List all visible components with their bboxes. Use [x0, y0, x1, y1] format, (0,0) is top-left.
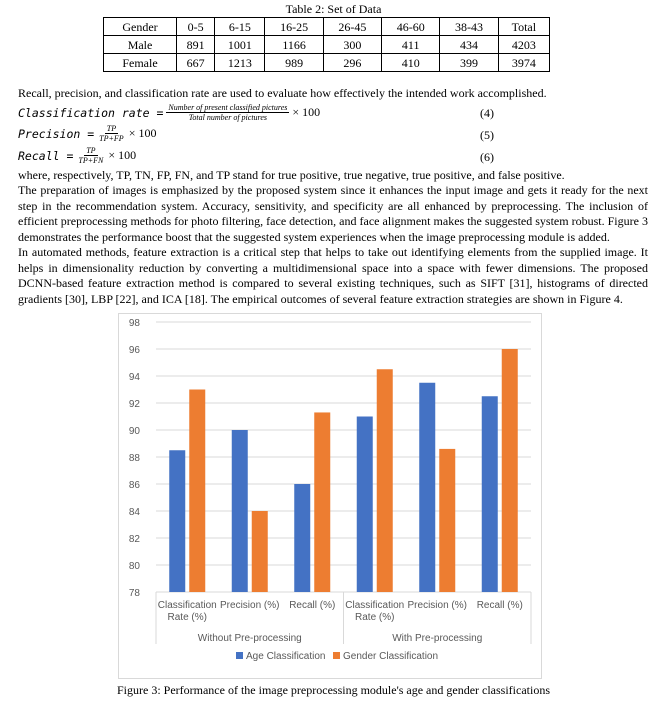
- equation-tail: × 100: [292, 105, 321, 119]
- table-cell: 1001: [215, 36, 265, 54]
- table-header-cell: 46-60: [382, 18, 440, 36]
- equation-denominator: Total number of pictures: [188, 113, 268, 122]
- bar-age-classification: [482, 396, 498, 592]
- bar-age-classification: [232, 430, 248, 592]
- legend-swatch: [333, 652, 340, 659]
- table-cell: Female: [104, 54, 177, 72]
- table-header-row: [104, 18, 550, 36]
- table-header-cell: 26-45: [323, 18, 381, 36]
- bar-age-classification: [294, 484, 310, 592]
- legend-swatch: [236, 652, 243, 659]
- table-cell: 410: [382, 54, 440, 72]
- table-header-cell: 38-43: [440, 18, 498, 36]
- y-tick-label: 84: [128, 507, 140, 518]
- table-header-cell: 16-25: [265, 18, 323, 36]
- table-cell: 296: [323, 54, 381, 72]
- table-cell: 667: [177, 54, 215, 72]
- table-cell: 411: [382, 36, 440, 54]
- equation-numerator: TP: [86, 146, 96, 155]
- equation-tail: × 100: [128, 126, 157, 140]
- x-tick-label: Classification: [157, 600, 217, 611]
- table-cell: 3974: [498, 54, 549, 72]
- table-row: [104, 54, 550, 72]
- bar-chart: [119, 314, 541, 678]
- x-tick-label: Precision (%): [407, 600, 467, 611]
- bar-gender-classification: [189, 390, 205, 593]
- table-caption: Table 2: Set of Data: [285, 2, 382, 16]
- group-label: With Pre-processing: [392, 633, 483, 644]
- equation-fraction: [166, 103, 289, 122]
- table-header-cell: Total: [498, 18, 549, 36]
- data-table: [103, 17, 550, 72]
- table-cell: 434: [440, 36, 498, 54]
- equation-number: (4): [480, 106, 494, 120]
- figure-chart: [118, 313, 542, 679]
- equation-number: (6): [480, 150, 494, 164]
- y-tick-label: 92: [128, 399, 140, 410]
- equation-recall: [18, 146, 136, 165]
- intro-text: Recall, precision, and classification rate are used to evaluate how effectively the intended work accomplished.: [18, 86, 547, 100]
- y-tick-label: 98: [128, 318, 140, 329]
- table-cell: 891: [177, 36, 215, 54]
- legend-label: Age Classification: [246, 651, 326, 662]
- y-tick-label: 88: [128, 453, 140, 464]
- y-tick-label: 90: [128, 426, 140, 437]
- equation-precision: [18, 124, 156, 143]
- table-cell: 4203: [498, 36, 549, 54]
- y-tick-label: 82: [128, 534, 140, 545]
- equation-denominator: TP+FN: [78, 156, 104, 165]
- table-cell: 989: [265, 54, 323, 72]
- equation-tail: × 100: [108, 148, 137, 162]
- x-tick-label: Recall (%): [476, 600, 523, 611]
- paragraph-feature-extraction: In automated methods, feature extraction is a critical step that helps to take out identifying elements from the supplied image. It helps in dimensionality reduction by converting a multidimensional space into a space with fewer dimensions. The proposed DCNN-based feature extraction method is compared to several existing techniques, such as SIFT [31], histograms of directed gradients [30], LBP [22], and ICA [18]. The empirical outcomes of several feature extraction strategies are shown in Figure 4.: [18, 245, 648, 306]
- legend-label: Gender Classification: [343, 651, 439, 662]
- x-tick-label: Classification: [345, 600, 405, 611]
- x-tick-label: Recall (%): [289, 600, 336, 611]
- bar-age-classification: [357, 417, 373, 593]
- table-cell: 1166: [265, 36, 323, 54]
- bar-age-classification: [169, 450, 185, 592]
- equation-fraction: [76, 146, 105, 165]
- bar-gender-classification: [502, 349, 518, 592]
- bar-age-classification: [419, 383, 435, 592]
- table-header-cell: 6-15: [215, 18, 265, 36]
- table-cell: 1213: [215, 54, 265, 72]
- equation-lhs: Precision =: [18, 126, 95, 141]
- equation-lhs: Recall =: [18, 148, 74, 163]
- equation-lhs: Classification rate =: [18, 105, 164, 120]
- table-header-cell: 0-5: [177, 18, 215, 36]
- equation-number: (5): [480, 128, 494, 142]
- y-tick-label: 78: [128, 588, 140, 599]
- bar-gender-classification: [252, 511, 268, 592]
- y-tick-label: 86: [128, 480, 140, 491]
- where-text: where, respectively, TP, TN, FP, FN, and TP stand for true positive, true negative, true positive, and false positive.: [18, 168, 565, 182]
- equation-denominator: TP+FP: [99, 134, 124, 143]
- y-tick-label: 94: [128, 372, 140, 383]
- paragraph-preprocessing: The preparation of images is emphasized by the proposed system since it enhances the input image and gets it ready for the next step in the recommendation system. Accuracy, sensitivity, and specificity are all enhanced by preprocessing. The inclusion of efficient preprocessing methods for photo filtering, face detection, and face alignment makes the suggested system robust. Figure 3 demonstrates the performance boost that the suggested system experiences when the image preprocessing module is added.: [18, 183, 648, 244]
- bar-gender-classification: [439, 449, 455, 592]
- bar-gender-classification: [377, 369, 393, 592]
- equation-numerator: Number of present classified pictures: [168, 103, 288, 112]
- equation-numerator: TP: [106, 124, 117, 133]
- y-tick-label: 80: [128, 561, 140, 572]
- x-tick-label: Rate (%): [167, 612, 207, 623]
- y-tick-label: 96: [128, 345, 140, 356]
- equation-fraction: [97, 124, 126, 143]
- figure-caption: Figure 3: Performance of the image preprocessing module's age and gender classifications: [116, 683, 551, 697]
- table-cell: 300: [323, 36, 381, 54]
- table-cell: Male: [104, 36, 177, 54]
- table-cell: 399: [440, 54, 498, 72]
- table-row: [104, 36, 550, 54]
- table-header-cell: Gender: [104, 18, 177, 36]
- x-tick-label: Rate (%): [355, 612, 395, 623]
- x-tick-label: Precision (%): [220, 600, 280, 611]
- bar-gender-classification: [314, 412, 330, 592]
- equation-classification-rate: [18, 103, 320, 122]
- group-label: Without Pre-processing: [197, 633, 302, 644]
